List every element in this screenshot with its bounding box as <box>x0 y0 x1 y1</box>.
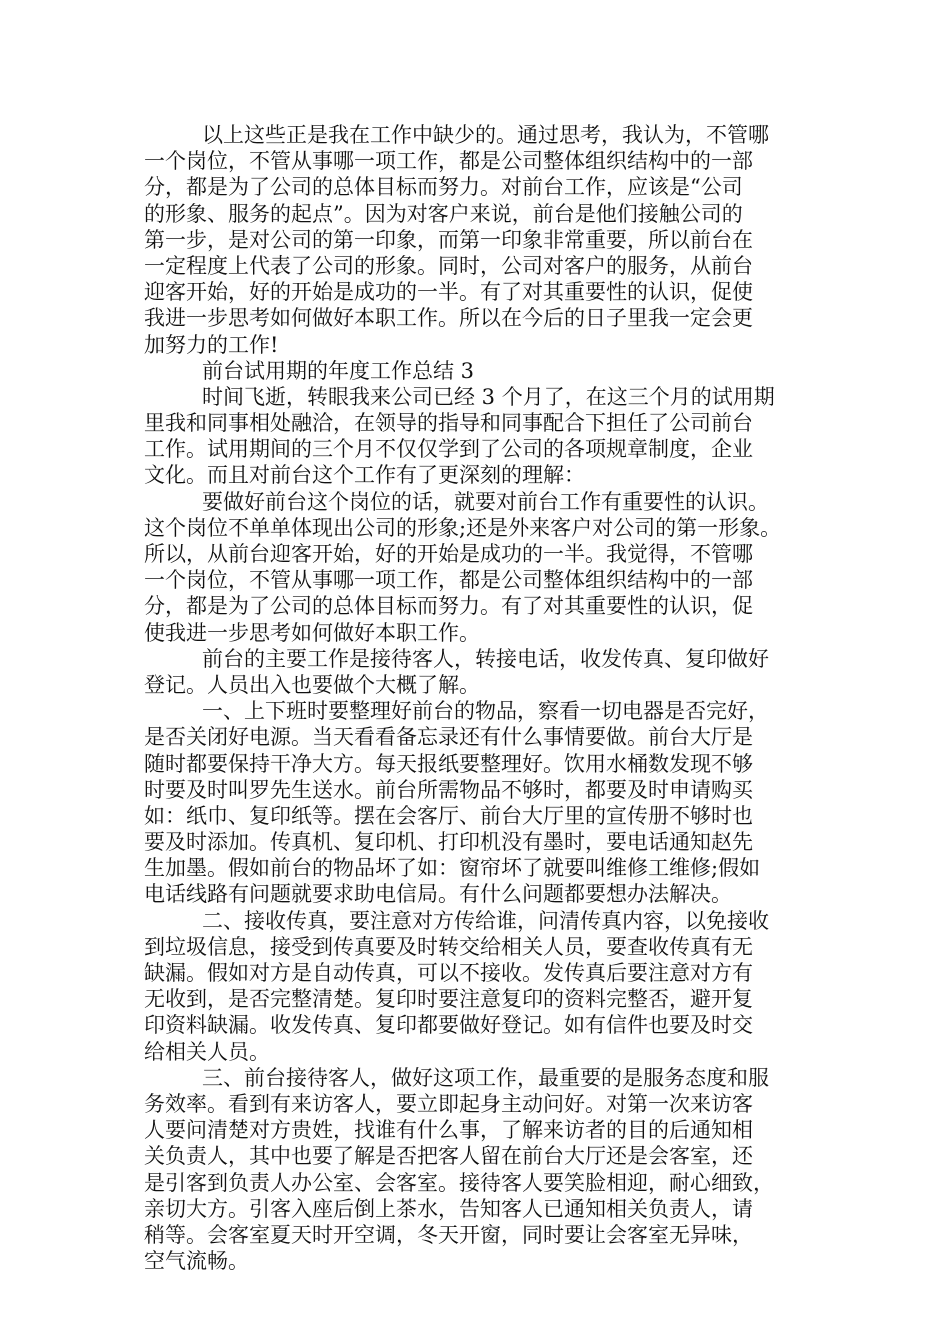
text-line: 里我和同事相处融洽，在领导的指导和同事配合下担任了公司前台 <box>144 411 753 436</box>
text-line: 二、接收传真，要注意对方传给谁，问清传真内容，以免接收 <box>202 908 769 933</box>
document-body <box>144 122 808 1274</box>
paragraph <box>144 908 808 1065</box>
text-line: 的形象、服务的起点”。因为对客户来说，前台是他们接触公司的 <box>144 201 743 226</box>
text-line: 无收到，是否完整清楚。复印时要注意复印的资料完整否，避开复 <box>144 987 753 1012</box>
text-line: 到垃圾信息，接受到传真要及时转交给相关人员，要查收传真有无 <box>144 934 753 959</box>
text-line: 印资料缺漏。收发传真、复印都要做好登记。如有信件也要及时交 <box>144 1013 753 1038</box>
text-line: 时要及时叫罗先生送水。前台所需物品不够时，都要及时申请购买 <box>144 777 753 802</box>
text-line: 务效率。看到有来访客人，要立即起身主动问好。对第一次来访客 <box>144 1091 753 1116</box>
text-line: 三、前台接待客人，做好这项工作，最重要的是服务态度和服 <box>202 1065 769 1090</box>
text-line: 要做好前台这个岗位的话，就要对前台工作有重要性的认识。 <box>202 489 769 514</box>
text-line: 迎客开始，好的开始是成功的一半。有了对其重要性的认识，促使 <box>144 280 753 305</box>
paragraph <box>144 646 808 698</box>
text-line: 前台试用期的年度工作总结 3 <box>202 358 475 383</box>
text-line: 这个岗位不单单体现出公司的形象;还是外来客户对公司的第一形象。 <box>144 515 782 540</box>
text-line: 电话线路有问题就要求助电信局。有什么问题都要想办法解决。 <box>144 882 732 907</box>
text-line: 空气流畅。 <box>144 1249 249 1274</box>
paragraph <box>144 122 808 358</box>
text-line: 分，都是为了公司的总体目标而努力。对前台工作，应该是“公司 <box>144 175 743 200</box>
text-line: 生加墨。假如前台的物品坏了如：窗帘坏了就要叫维修工维修;假如 <box>144 856 761 881</box>
text-line: 工作。试用期间的三个月不仅仅学到了公司的各项规章制度，企业 <box>144 437 753 462</box>
text-line: 前台的主要工作是接待客人，转接电话，收发传真、复印做好 <box>202 646 769 671</box>
text-line: 一个岗位，不管从事哪一项工作，都是公司整体组织结构中的一部 <box>144 149 753 174</box>
text-line: 所以，从前台迎客开始，好的开始是成功的一半。我觉得，不管哪 <box>144 542 753 566</box>
text-line: 我进一步思考如何做好本职工作。所以在今后的日子里我一定会更 <box>144 306 753 331</box>
text-line: 是引客到负责人办公室、会客室。接待客人要笑脸相迎，耐心细致， <box>144 1170 774 1195</box>
text-line: 亲切大方。引客入座后倒上茶水，告知客人已通知相关负责人，请 <box>144 1196 753 1221</box>
text-line: 时间飞逝，转眼我来公司已经 3 个月了，在这三个月的试用期 <box>202 384 775 409</box>
paragraph <box>144 358 808 384</box>
paragraph <box>144 384 808 489</box>
text-line: 给相关人员。 <box>144 1039 270 1064</box>
paragraph <box>144 698 808 908</box>
text-line: 一个岗位，不管从事哪一项工作，都是公司整体组织结构中的一部 <box>144 568 753 593</box>
text-line: 加努力的工作! <box>144 332 279 357</box>
text-line: 以上这些正是我在工作中缺少的。通过思考，我认为，不管哪 <box>202 123 769 147</box>
text-line: 分，都是为了公司的总体目标而努力。有了对其重要性的认识，促 <box>144 594 753 619</box>
paragraph <box>144 1065 808 1275</box>
text-line: 要及时添加。传真机、复印机、打印机没有墨时，要电话通知赵先 <box>144 830 753 855</box>
text-line: 一定程度上代表了公司的形象。同时，公司对客户的服务，从前台 <box>144 253 753 278</box>
text-line: 人要问清楚对方贵姓，找谁有什么事，了解来访者的目的后通知相 <box>144 1118 753 1143</box>
text-line: 缺漏。假如对方是自动传真，可以不接收。发传真后要注意对方有 <box>144 961 753 985</box>
paragraph <box>144 489 808 646</box>
text-line: 文化。而且对前台这个工作有了更深刻的理解： <box>144 463 585 488</box>
text-line: 使我进一步思考如何做好本职工作。 <box>144 620 480 645</box>
text-line: 如：纸巾、复印纸等。摆在会客厅、前台大厅里的宣传册不够时也 <box>144 803 753 828</box>
text-line: 登记。人员出入也要做个大概了解。 <box>144 672 480 697</box>
text-line: 关负责人，其中也要了解是否把客人留在前台大厅还是会客室，还 <box>144 1144 753 1169</box>
text-line: 稍等。会客室夏天时开空调，冬天开窗，同时要让会客室无异味， <box>144 1222 753 1247</box>
text-line: 一、上下班时要整理好前台的物品，察看一切电器是否完好， <box>202 699 769 724</box>
text-line: 第一步，是对公司的第一印象，而第一印象非常重要，所以前台在 <box>144 227 753 252</box>
text-line: 随时都要保持干净大方。每天报纸要整理好。饮用水桶数发现不够 <box>144 751 753 776</box>
text-line: 是否关闭好电源。当天看看备忘录还有什么事情要做。前台大厅是 <box>144 725 753 750</box>
